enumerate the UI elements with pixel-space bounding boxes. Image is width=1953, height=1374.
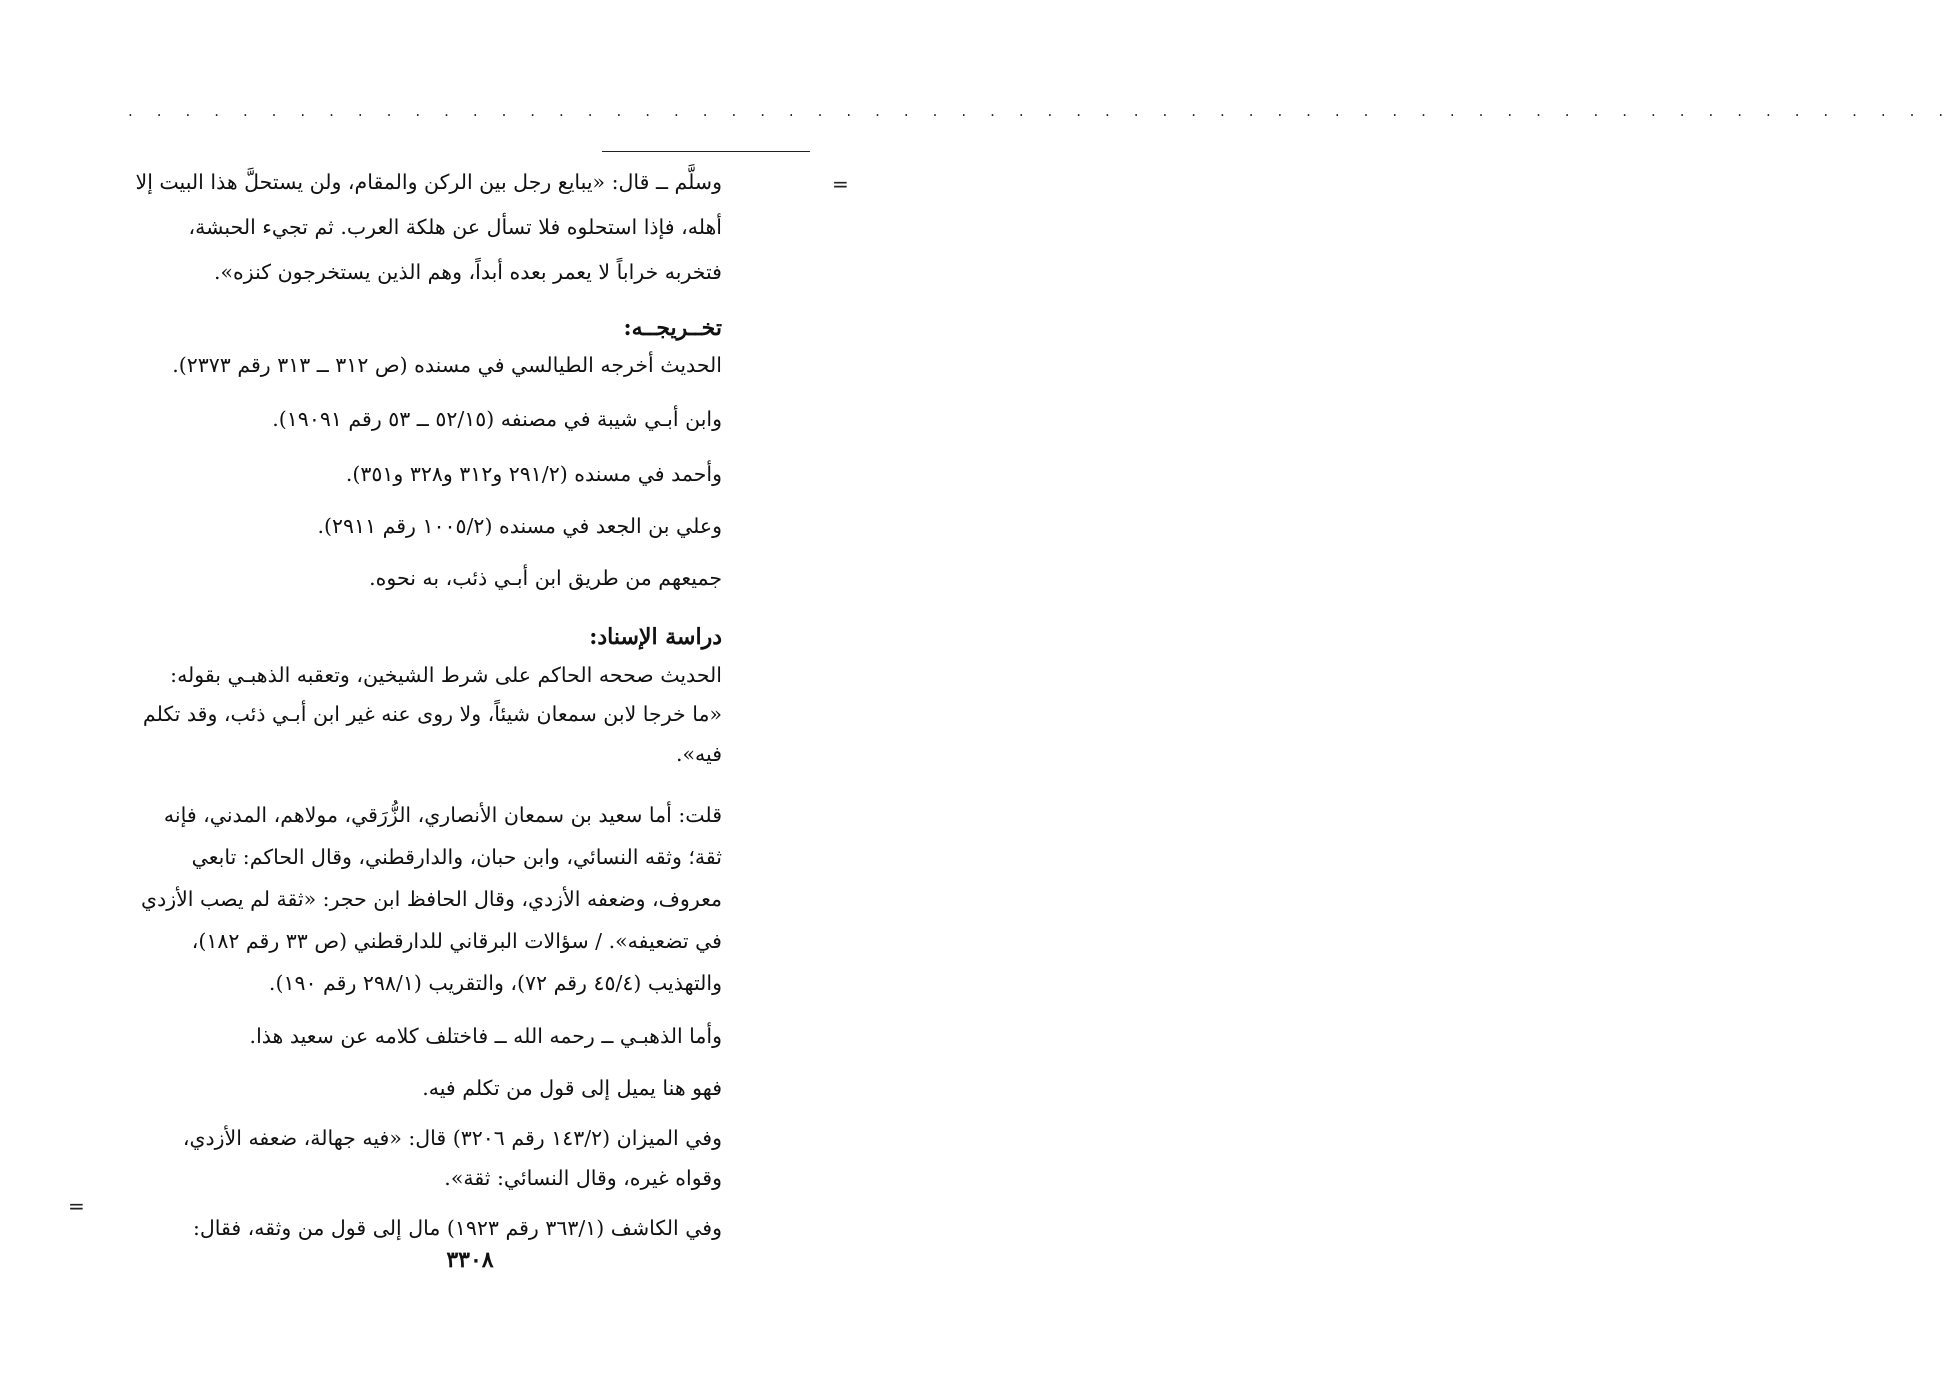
takhrij-line: جميعهم من طريق ابن أبـي ذئب، به نحوه. xyxy=(369,566,722,590)
text-line: والتهذيب (٤٥/٤ رقم ٧٢)، والتقريب (٢٩٨/١ رقم ١٩٠). xyxy=(268,971,722,995)
text-line: ثقة؛ وثقه النسائي، وابن حبان، والدارقطني، وقال الحاكم: تابعي xyxy=(191,845,722,869)
continuation-marker-bottom: = xyxy=(68,1194,85,1218)
text-line: في تضعيفه». / سؤالات البرقاني للدارقطني (ص ٣٣ رقم ١٨٢)، xyxy=(191,929,722,953)
takhrij-heading: تخــريجــه: xyxy=(623,315,722,341)
text-line: معروف، وضعفه الأزدي، وقال الحافظ ابن حجر: «ثقة لم يصب الأزدي xyxy=(141,887,722,911)
isnad-paragraph-2 xyxy=(110,794,722,1004)
page-number: ٣٣٠٨ xyxy=(446,1247,494,1273)
text-line: فيه». xyxy=(675,742,722,766)
takhrij-line: وعلي بن الجعد في مسنده (١٠٠٥/٢ رقم ٢٩١١). xyxy=(317,514,722,538)
isnad-paragraph-6: وفي الكاشف (٣٦٣/١ رقم ١٩٢٣) مال إلى قول من وثقه، فقال: xyxy=(192,1216,722,1240)
isnad-paragraph-5 xyxy=(110,1118,722,1198)
takhrij-line: وابن أبـي شيبة في مصنفه (٥٢/١٥ ــ ٥٣ رقم ١٩٠٩١). xyxy=(272,407,722,431)
text-line: فتخربه خراباً لا يعمر بعده أبداً، وهم الذين يستخرجون كنزه». xyxy=(214,260,722,284)
isnad-paragraph-4: فهو هنا يميل إلى قول من تكلم فيه. xyxy=(422,1076,722,1100)
text-line: قلت: أما سعيد بن سمعان الأنصاري، الزُّرَقي، مولاهم، المدني، فإنه xyxy=(163,803,722,827)
hadith-paragraph xyxy=(110,160,722,295)
isnad-heading: دراسة الإسناد: xyxy=(589,624,722,650)
top-dotted-separator: . . . . . . . . . . . . . . . . . . . . . . . . . . . . . . . . . . . . . . . . . . . . . . . . . . . . . . . . . . . . . . . . xyxy=(128,102,1953,120)
text-line: وسلَّم ــ قال: «يبايع رجل بين الركن والمقام، ولن يستحلَّ هذا البيت إلا xyxy=(135,170,722,194)
page-body xyxy=(110,160,722,1254)
takhrij-line: وأحمد في مسنده (٢٩١/٢ و٣١٢ و٣٢٨ و٣٥١). xyxy=(345,462,722,486)
takhrij-line: الحديث أخرجه الطيالسي في مسنده (ص ٣١٢ ــ ٣١٣ رقم ٢٣٧٣). xyxy=(172,353,722,377)
isnad-paragraph-1 xyxy=(110,656,722,774)
footnote-rule xyxy=(602,151,810,152)
text-line: أهله، فإذا استحلوه فلا تسأل عن هلكة العرب. ثم تجيء الحبشة، xyxy=(188,215,722,239)
text-line: وقواه غيره، وقال النسائي: ثقة». xyxy=(444,1166,722,1190)
text-line: الحديث صححه الحاكم على شرط الشيخين، وتعقبه الذهبـي بقوله: xyxy=(170,663,722,687)
text-line: وفي الميزان (١٤٣/٢ رقم ٣٢٠٦) قال: «فيه جهالة، ضعفه الأزدي، xyxy=(182,1126,722,1150)
continuation-marker-top: = xyxy=(832,172,849,196)
isnad-paragraph-3: وأما الذهبـي ــ رحمه الله ــ فاختلف كلامه عن سعيد هذا. xyxy=(249,1024,722,1048)
text-line: «ما خرجا لابن سمعان شيئاً، ولا روى عنه غير ابن أبـي ذئب، وقد تكلم xyxy=(142,702,722,726)
